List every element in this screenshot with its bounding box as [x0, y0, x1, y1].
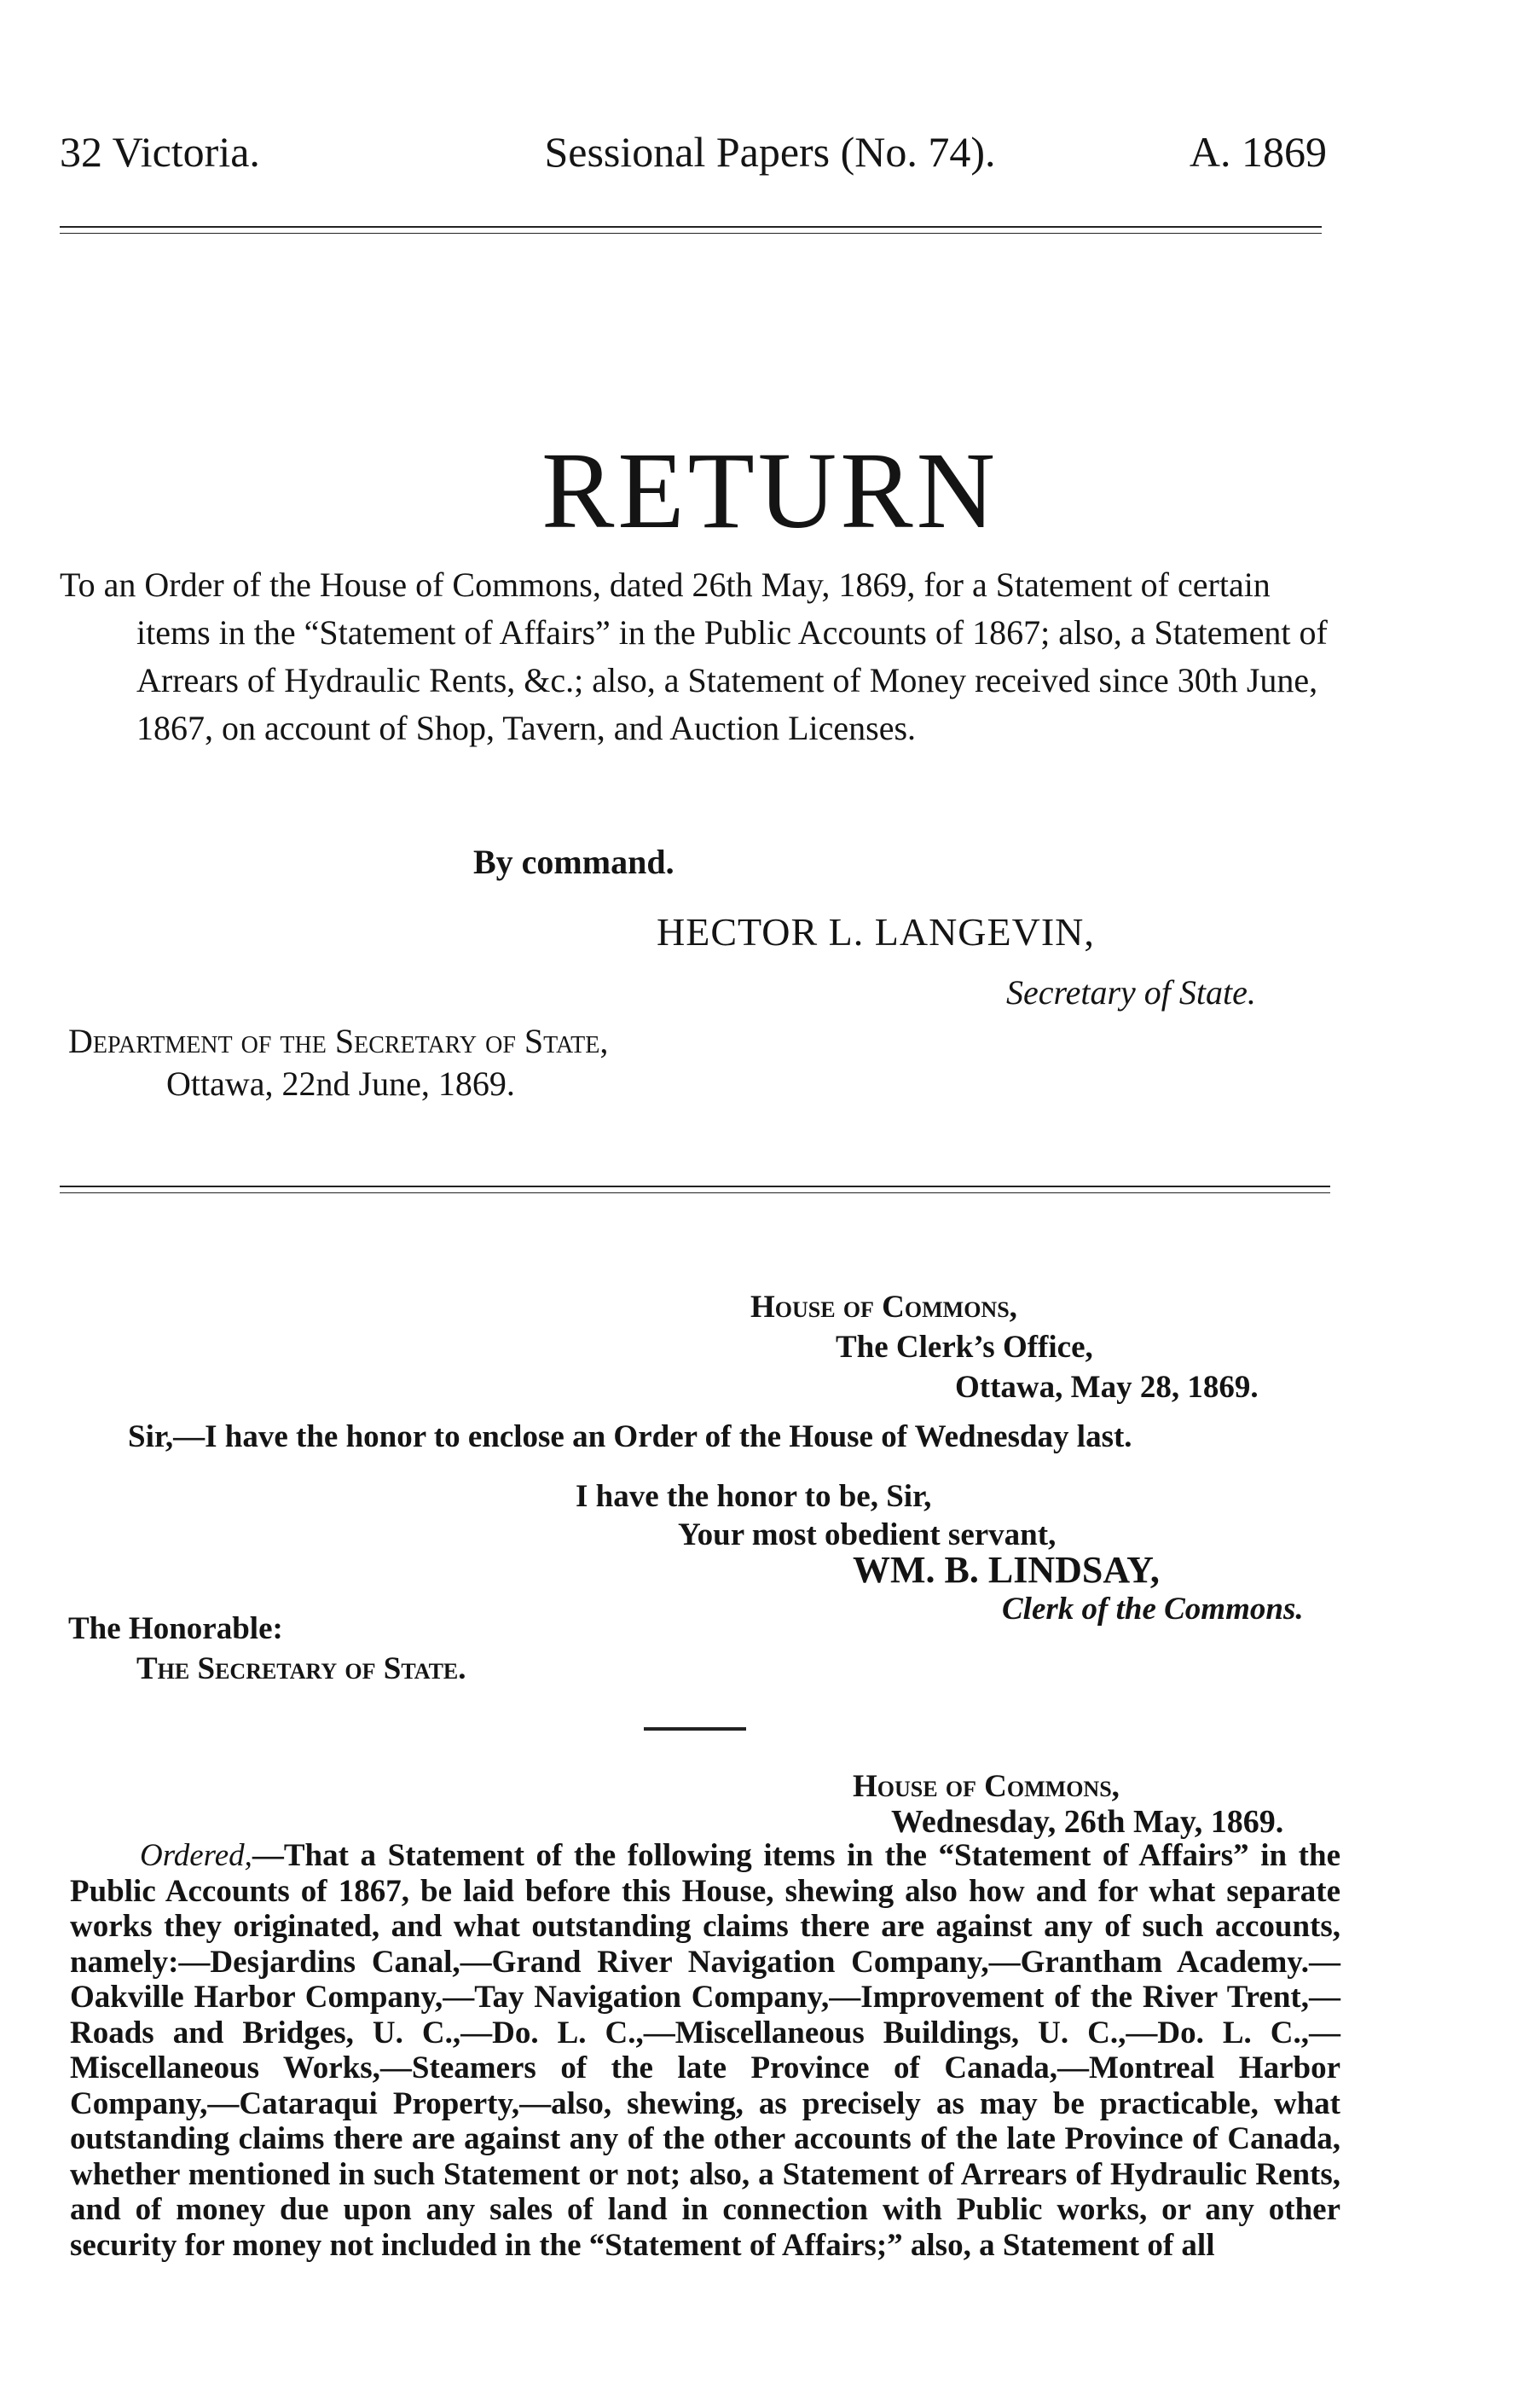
letter-signer-title: Clerk of the Commons. — [1002, 1592, 1304, 1627]
order-text — [70, 1838, 1340, 2263]
order-address-line2: Wednesday, 26th May, 1869. — [891, 1804, 1284, 1840]
header-page-ref: A. 1869 — [1189, 128, 1327, 176]
section-rule-bottom — [60, 1192, 1330, 1193]
order-body: —That a Statement of the following items in the “Statement of Affairs” in the Public Accounts of 1867, be laid before this House, shewing also how and for what separate works they originated, and what outstanding claims there are against any of such accounts, namely:—Desjardins Canal,—Grand River Navigation Company,—Grantham Academy.—Oakville Harbor Company,—Tay Navigation Company,—Improvement of the River Trent,—Roads and Bridges, U. C.,—Do. L. C.,—Miscellaneous Buildings, U. C.,—Do. L. C.,—Miscellaneous Works,—Steamers of the late Province of Canada,—Montreal Harbor Company,—Cataraqui Property,—also, shewing, as precisely as may be practicable, what outstanding claims there are against any of the other accounts of the late Province of Canada, whether mentioned in such Statement or not; also, a Statement of Arrears of Hydraulic Rents, and of money due upon any sales of land in connection with Public works, or any other security for money not included in the “Statement of Affairs;” also, a Statement of all — [70, 1838, 1340, 2263]
letter-address-line1: House of Commons, — [750, 1290, 1017, 1325]
signer-name: HECTOR L. LANGEVIN, — [657, 910, 1095, 954]
order-address-line1: House of Commons, — [853, 1769, 1120, 1804]
section-rule-top — [60, 1186, 1330, 1187]
ordered-label: Ordered, — [140, 1838, 252, 1873]
department-line: Department of the Secretary of State, — [68, 1022, 609, 1060]
letter-closing-line1: I have the honor to be, Sir, — [576, 1479, 932, 1514]
return-description — [60, 561, 1339, 752]
signer-title: Secretary of State. — [1006, 973, 1256, 1012]
header-volume: 32 Victoria. — [60, 128, 260, 176]
letter-recipient-line1: The Honorable: — [68, 1611, 283, 1646]
header-rule-bottom — [60, 233, 1322, 234]
return-description-text: To an Order of the House of Commons, dated 26th May, 1869, for a Statement of certain items in the “Statement of Affairs” in the Public Accounts of 1867; also, a Statement of Arrears of Hydraulic Rents, &c.; also, a Statement of Money received since 30th June, 1867, on account of Shop, Tavern, and Auction Licenses. — [60, 566, 1328, 747]
letter-body: Sir,—I have the honor to enclose an Order of the House of Wednesday last. — [128, 1419, 1132, 1454]
short-divider — [644, 1727, 746, 1731]
department-date: Ottawa, 22nd June, 1869. — [166, 1064, 515, 1103]
header-rule-top — [60, 226, 1322, 228]
letter-address-line2: The Clerk’s Office, — [836, 1330, 1093, 1365]
letter-address-line3: Ottawa, May 28, 1869. — [955, 1370, 1259, 1405]
by-command: By command. — [473, 843, 674, 881]
header-sessional-papers: Sessional Papers (No. 74). — [544, 128, 996, 176]
letter-closing-line2: Your most obedient servant, — [678, 1517, 1057, 1552]
letter-signer-name: WM. B. LINDSAY, — [853, 1549, 1160, 1591]
document-title: RETURN — [541, 430, 999, 551]
letter-recipient-line2: The Secretary of State. — [136, 1651, 466, 1686]
